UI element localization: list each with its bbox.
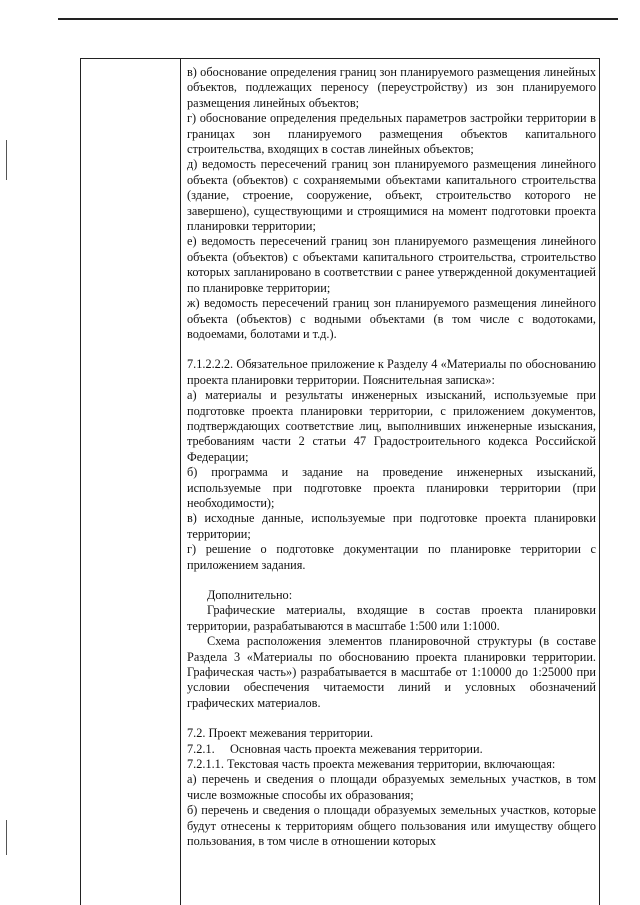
paragraph: 7.2.1.1. Текстовая часть проекта межевания территории, включающая: (187, 757, 556, 772)
paragraph: г) обоснование определения предельных параметров застройки территории в границах зон планируемого размещения объектов капитального строительства, входящих в состав линейных объектов; (187, 111, 596, 157)
document-table (80, 58, 600, 905)
spacer (187, 711, 596, 726)
spacer (187, 342, 596, 357)
paragraph: в) исходные данные, используемые при подготовке проекта планировки территории; (187, 511, 596, 541)
paragraph: ж) ведомость пересечений границ зон планируемого размещения линейного объекта (объектов) с водными объектами (в том числе с водотоками, водоемами, болотами и т.д.). (187, 296, 596, 341)
paragraph: б) перечень и сведения о площади образуемых земельных участков, которые будут отнесены к территориям общего пользования или имуществу общего пользования, в том числе в отношении которых (187, 803, 596, 849)
table-content-cell (187, 65, 596, 850)
paragraph: д) ведомость пересечений границ зон планируемого размещения линейного объекта (объектов) с сохраняемыми объектами капитального строительства (здание, строение, сооружение, объект, строительство которого не завершено), существующими и строящимися на момент подготовки проекта планировки территории; (187, 157, 596, 234)
scan-mark-lower (6, 820, 7, 855)
subsection-heading: 7.2.1. Основная часть проекта межевания территории. (187, 741, 483, 756)
paragraph: Схема расположения элементов планировочной структуры (в составе Раздела 3 «Материалы по обоснованию проекта планировки территории. Графическая часть») разрабатывается в масштабе от 1:10000 до 1:25000 при условии обеспечения читаемости линий и условных обозначений графических материалов. (187, 634, 596, 710)
paragraph: г) решение о подготовке документации по планировке территории с приложением задания. (187, 542, 596, 572)
paragraph: б) программа и задание на проведение инженерных изысканий, используемые при подготовке проекта планировки территории (при необходимости); (187, 465, 596, 510)
scan-mark-upper (6, 140, 7, 180)
paragraph: Дополнительно: (207, 588, 293, 602)
spacer (187, 573, 596, 588)
paragraph: а) материалы и результаты инженерных изысканий, используемые при подготовке проекта планировки территории, с приложением документов, подтверждающих соответствие лиц, выполнивших инженерные изыскания, требованиям части 2 статьи 47 Градостроительного кодекса Российской Федерации; (187, 388, 596, 464)
paragraph: е) ведомость пересечений границ зон планируемого размещения линейного объекта (объектов) с объектами капитального строительства, строительство которых запланировано в соответствии с ранее утвержденной документацией по планировке территории; (187, 234, 596, 295)
table-left-column (81, 59, 181, 905)
top-rule (58, 18, 618, 20)
paragraph: 7.1.2.2.2. Обязательное приложение к Разделу 4 «Материалы по обоснованию проекта планировки территории. Пояснительная записка»: (187, 357, 596, 387)
paragraph: а) перечень и сведения о площади образуемых земельных участков, в том числе возможные способы их образования; (187, 772, 596, 802)
paragraph: Графические материалы, входящие в состав проекта планировки территории, разрабатываются в масштабе 1:500 или 1:1000. (187, 603, 596, 633)
section-heading: 7.2. Проект межевания территории. (187, 726, 374, 741)
paragraph: в) обоснование определения границ зон планируемого размещения линейных объектов, подлежащих переносу (переустройству) из зон планируемого размещения линейных объектов; (187, 65, 596, 110)
